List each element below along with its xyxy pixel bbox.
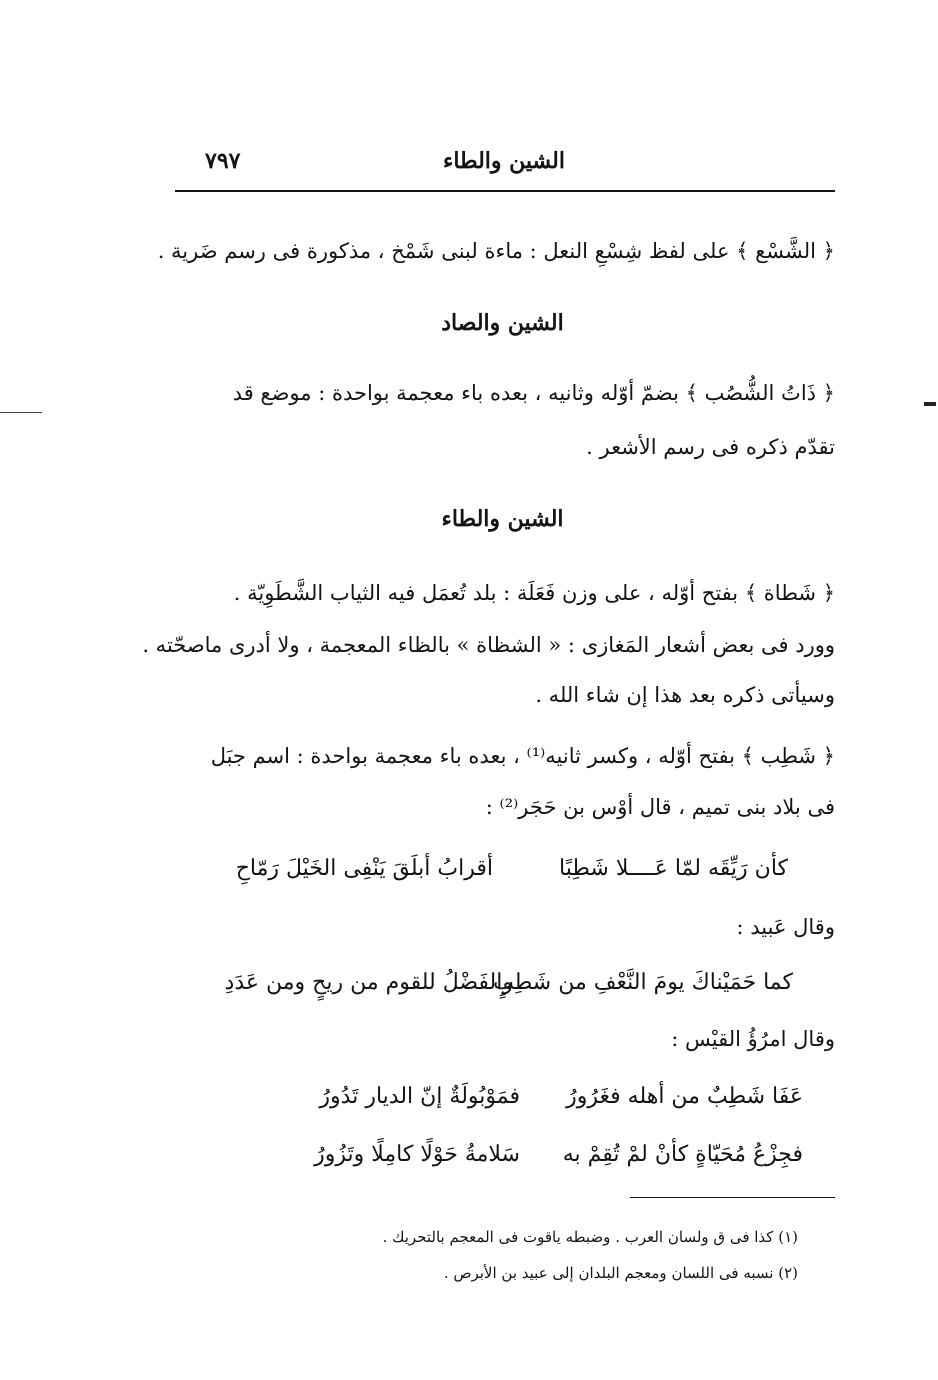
entry-shataa-line-3: وسيأتى ذكره بعد هذا إن شاء الله . [535,683,835,707]
right-margin-mark [924,402,936,406]
footnote-rule [630,1197,835,1198]
header-rule [175,190,835,192]
footnote-1: (١) كذا فى ق ولسان العرب . وضبطه ياقوت فى المعجم بالتحريك . [382,1228,798,1246]
footnote-2: (٢) نسبه فى اللسان ومعجم البلدان إلى عبيد بن الأبرص . [443,1264,798,1282]
entry-shataa-line-1: ﴿ شَطاة ﴾ بفتح أوّله ، على وزن فَعَلَة : بلد تُعمَل فيه الثياب الشَّطَوِيّة . [233,581,835,605]
verse-3-intro: وقال امرُؤُ القيْس : [671,1027,835,1051]
verse-1-first-hemistich: كأن رَيِّقَه لمّا عَــــلا شَطِبًا [559,856,788,881]
verse-4-first-hemistich: فجِزْعُ مُحَيّاةٍ كأنْ لمْ تُقِمْ به [562,1142,803,1167]
verse-3-first-hemistich: عَفَا شَطِبٌ من أهله فغَرُورُ [566,1084,803,1109]
entry-shatib-line-1: ﴿ شَطِب ﴾ بفتح أوّله ، وكسر ثانيه⁽¹⁾ ، بعده باء معجمة بواحدة : اسم جبَل [210,744,835,768]
entry-shataa-line-2: وورد فى بعض أشعار المَغازى : « الشظاة » بالظاء المعجمة ، ولا أدرى ماصحّته . [142,633,835,657]
running-title: الشين والطاء [442,148,565,174]
entry-shatib-line-2: فى بلاد بنى تميم ، قال أوْس بن حَجَر⁽²⁾ : [485,795,835,819]
entry-shasha: ﴿ الشَّسْع ﴾ على لفظ شِسْعِ النعل : ماءة لبنى شَمْخ ، مذكورة فى رسم ضَرية . [157,239,835,263]
section-heading-shin-sad: الشين والصاد [441,310,564,336]
verse-1-second-hemistich: أقرابُ أبلَقَ يَنْفِى الخَيْلَ رَمّاحِ [235,856,493,881]
page-number: ٧٩٧ [205,148,241,174]
verse-3-second-hemistich: فمَوْبُولَةٌ إنّ الديار تَدُورُ [319,1084,520,1109]
section-heading-shin-taa: الشين والطاء [441,506,564,532]
page-header [175,140,835,188]
verse-2-second-hemistich: والفَضْلُ للقوم من ريحٍ ومن عَدَدِ [224,970,513,995]
entry-shushub-line-2: تقدّم ذكره فى رسم الأشعر . [586,435,835,459]
verse-4-second-hemistich: سَلامةُ حَوْلًا كامِلًا وتَزُورُ [314,1142,520,1167]
left-margin-mark [0,412,42,413]
verse-2-intro: وقال عَبيد : [736,915,835,939]
verse-2-first-hemistich: كما حَمَيْناكَ يومَ النَّعْفِ من شَطِبٍ [493,970,793,995]
entry-shushub-line-1: ﴿ ذَاتُ الشُّصُب ﴾ بضمّ أوّله وثانيه ، بعده باء معجمة بواحدة : موضع قد [232,381,835,405]
